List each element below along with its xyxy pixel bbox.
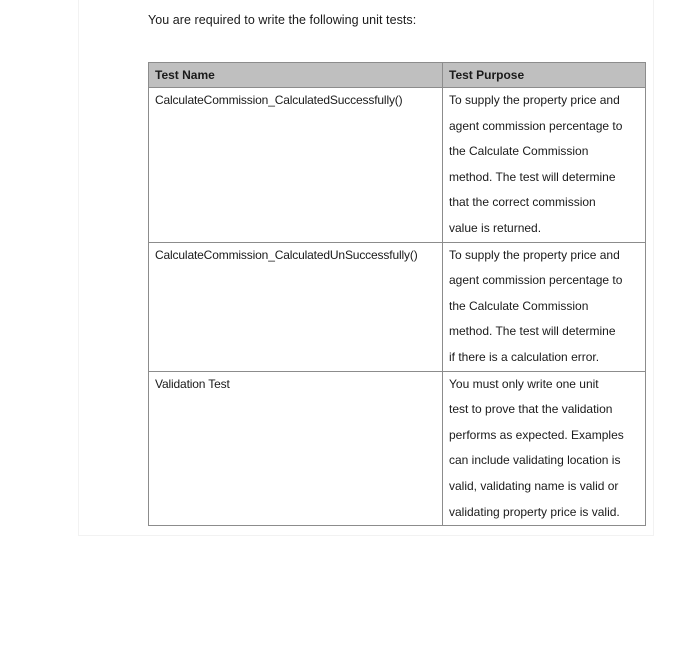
table-row bbox=[149, 371, 646, 526]
header-test-name: Test Name bbox=[149, 63, 443, 88]
test-name-cell: Validation Test bbox=[149, 371, 443, 526]
test-name-cell: CalculateCommission_CalculatedUnSuccessfully() bbox=[149, 242, 443, 371]
test-purpose-cell bbox=[443, 371, 646, 526]
purpose-line: method. The test will determine bbox=[449, 169, 616, 184]
purpose-line: You must only write one unit bbox=[449, 376, 599, 391]
purpose-line: performs as expected. Examples bbox=[449, 427, 624, 442]
table-row bbox=[149, 242, 646, 371]
purpose-line: agent commission percentage to bbox=[449, 273, 623, 288]
purpose-line: valid, validating name is valid or bbox=[449, 478, 619, 493]
purpose-line: the Calculate Commission bbox=[449, 298, 589, 313]
header-test-purpose: Test Purpose bbox=[443, 63, 646, 88]
purpose-line: value is returned. bbox=[449, 220, 542, 235]
purpose-line: To supply the property price and bbox=[449, 247, 620, 262]
purpose-line: agent commission percentage to bbox=[449, 118, 623, 133]
purpose-line: if there is a calculation error. bbox=[449, 349, 600, 364]
test-purpose-cell bbox=[443, 88, 646, 243]
intro-text: You are required to write the following unit tests: bbox=[148, 13, 417, 27]
purpose-line: can include validating location is bbox=[449, 453, 621, 468]
purpose-line: validating property price is valid. bbox=[449, 504, 620, 519]
purpose-line: test to prove that the validation bbox=[449, 402, 613, 417]
table-row bbox=[149, 88, 646, 243]
test-purpose-cell bbox=[443, 242, 646, 371]
test-name-cell: CalculateCommission_CalculatedSuccessfully() bbox=[149, 88, 443, 243]
table-header-row bbox=[149, 63, 646, 88]
unit-tests-table bbox=[148, 62, 646, 526]
purpose-line: the Calculate Commission bbox=[449, 144, 589, 159]
purpose-line: that the correct commission bbox=[449, 195, 596, 210]
purpose-line: To supply the property price and bbox=[449, 93, 620, 107]
purpose-line: method. The test will determine bbox=[449, 324, 616, 339]
